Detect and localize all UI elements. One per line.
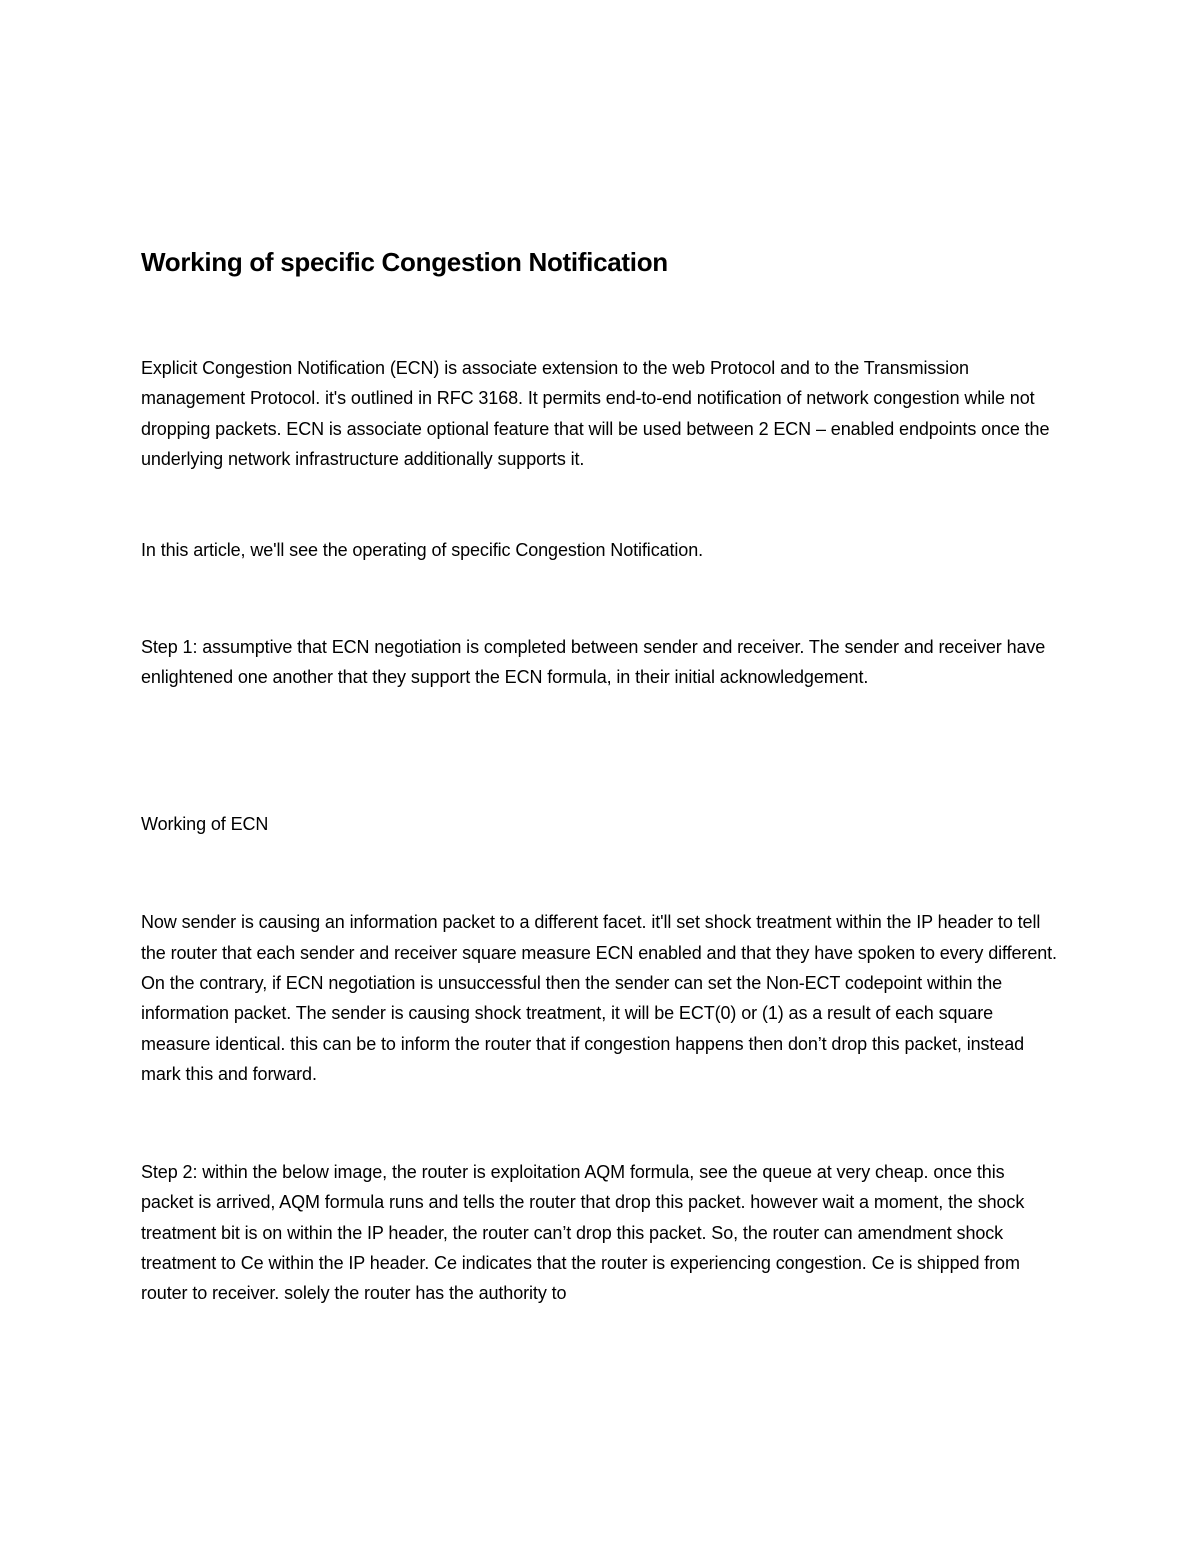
document-title: Working of specific Congestion Notification — [141, 247, 668, 277]
paragraph-article-intro: In this article, we'll see the operating of specific Congestion Notification. — [141, 539, 704, 560]
document-body — [141, 244, 1061, 1309]
paragraph-step-1: Step 1: assumptive that ECN negotiation is completed between sender and receiver. The sender and receiver have enlightened one another that they support the ECN formula, in their initial acknowledgement. — [141, 637, 1046, 688]
paragraph-ecn-intro: Explicit Congestion Notification (ECN) is associate extension to the web Protocol and to the Transmission management Protocol. it's outlined in RFC 3168. It permits end-to-end notification of network congestion while not dropping packets. ECN is associate optional feature that will be used between 2 ECN – enabled endpoints once the underlying network infrastructure additionally supports it. — [141, 358, 1050, 470]
figure-caption-working-of-ecn: Working of ECN — [141, 813, 269, 834]
paragraph-sender-packet: Now sender is causing an information packet to a different facet. it'll set shock treatment within the IP header to tell the router that each sender and receiver square measure ECN enabled and that they have spoken to every different. On the contrary, if ECN negotiation is unsuccessful then the sender can set the Non-ECT codepoint within the information packet. The sender is causing shock treatment, it will be ECT(0) or (1) as a result of each square measure identical. this can be to inform the router that if congestion happens then don’t drop this packet, instead mark this and forward. — [141, 912, 1057, 1085]
paragraph-step-2: Step 2: within the below image, the router is exploitation AQM formula, see the queue at very cheap. once this packet is arrived, AQM formula runs and tells the router that drop this packet. however wait a moment, the shock treatment bit is on within the IP header, the router can’t drop this packet. So, the router can amendment shock treatment to Ce within the IP header. Ce indicates that the router is experiencing congestion. Ce is shipped from router to receiver. solely the router has the authority to — [141, 1161, 1025, 1304]
